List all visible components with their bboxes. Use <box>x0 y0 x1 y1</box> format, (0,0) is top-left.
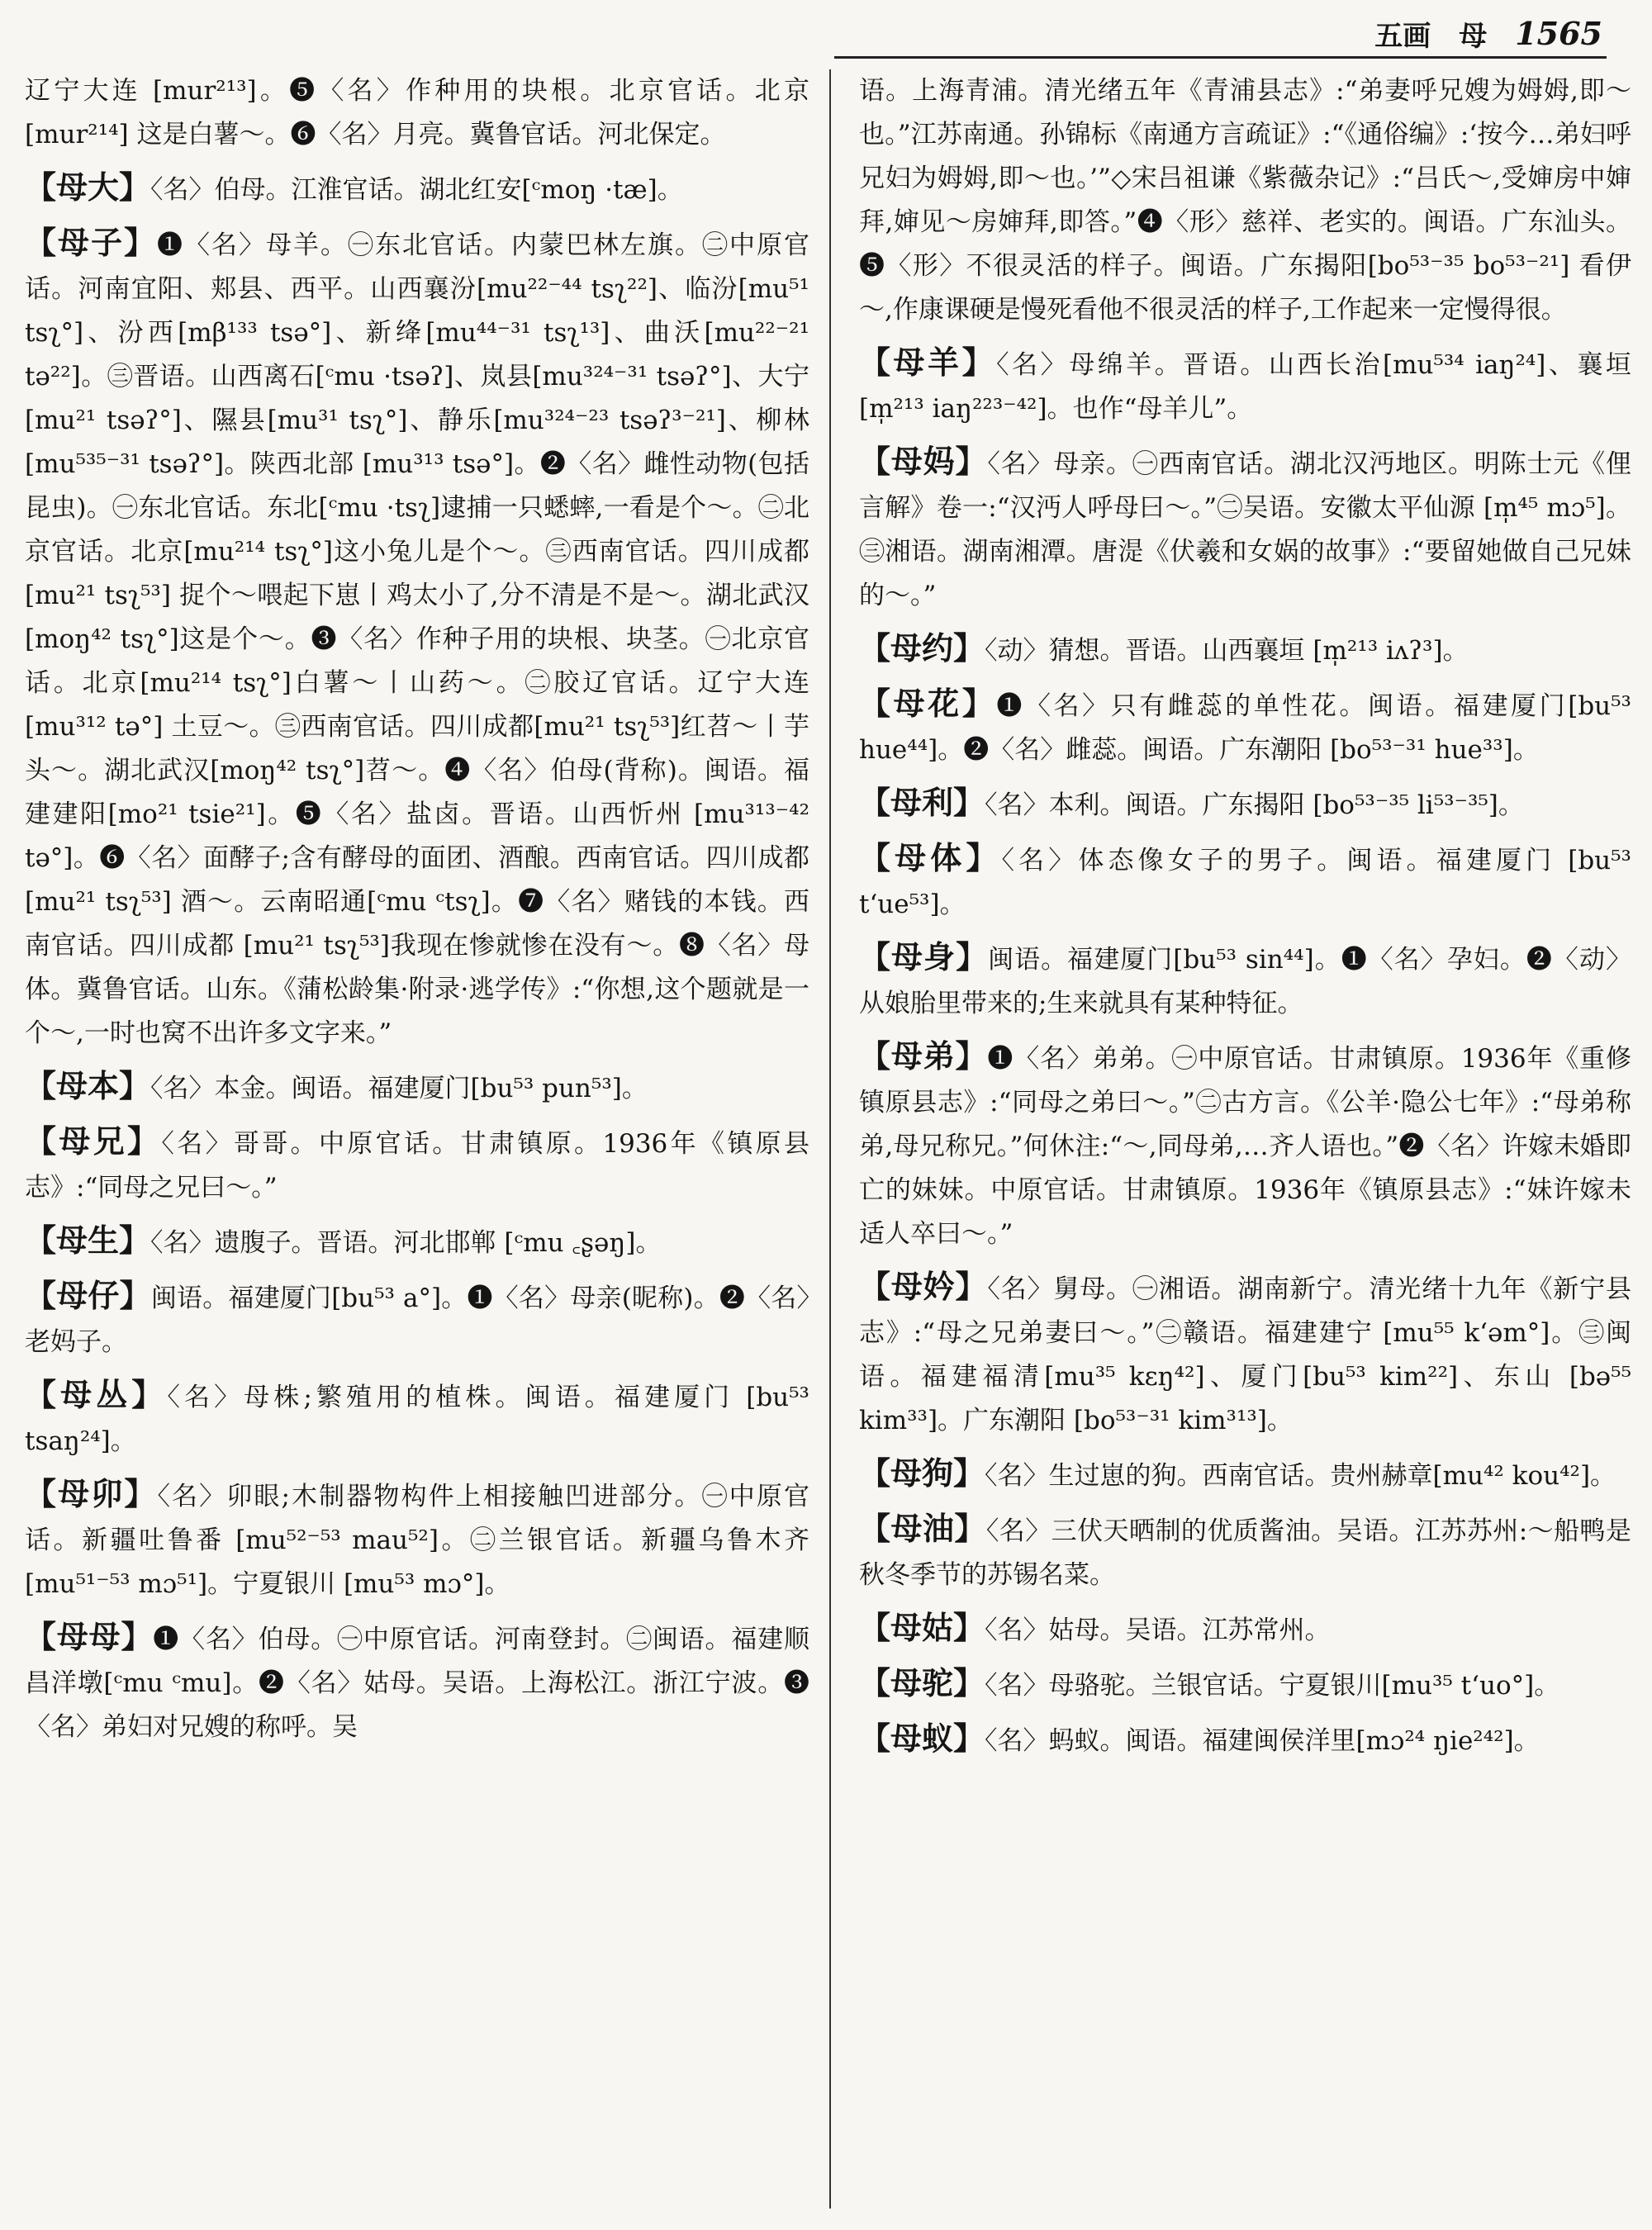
entry-definition: 〈名〉蚂蚁。闽语。福建闽侯洋里[mɔ²⁴ ŋie²⁴²]。 <box>985 1726 1540 1756</box>
page-header <box>1305 12 1602 55</box>
column-divider <box>829 69 831 2209</box>
dictionary-entry <box>25 1218 809 1265</box>
entry-headword: 【母仔】 <box>25 1277 151 1314</box>
continued-text: 辽宁大连 [mur²¹³]。❺〈名〉作种用的块根。北京官话。北京 [mur²¹⁴] 这是白薯～。❻〈名〉月亮。冀鲁官话。河北保定。 <box>25 76 809 149</box>
entry-definition: 〈动〉猜想。晋语。山西襄垣 [m̩²¹³ iʌʔ³]。 <box>985 636 1469 666</box>
entry-headword: 【母约】 <box>859 629 985 667</box>
entry-definition: 闽语。福建厦门[bu⁵³ a°]。❶〈名〉母亲(昵称)。❷〈名〉老妈子。 <box>25 1283 809 1357</box>
continued-text: 语。上海青浦。清光绪五年《青浦县志》:“弟妻呼兄嫂为姆姆,即～也。”江苏南通。孙锦标《南通方言疏证》:“《通俗编》:‘按今…弟妇呼兄妇为姆姆,即～也。’”◇宋吕祖谦《紫薇杂记》:“吕氏～,受婶房中婶拜,婶见～房婶拜,即答。”❹〈形〉慈祥、老实的。闽语。广东汕头。❺〈形〉不很灵活的样子。闽语。广东揭阳[bo⁵³⁻³⁵ bo⁵³⁻²¹] 看伊～,作康课硬是慢死看他不很灵活的样子,工作起来一定慢得很。 <box>859 76 1631 325</box>
entry-definition: 〈名〉本利。闽语。广东揭阳 [bo⁵³⁻³⁵ li⁵³⁻³⁵]。 <box>985 790 1524 820</box>
entry-definition: ❶〈名〉母羊。㊀东北官话。内蒙巴林左旗。㊁中原官话。河南宜阳、郏县、西平。山西襄汾[mu²²⁻⁴⁴ tsʅ²²]、临汾[mu⁵¹ tsʅ°]、汾西[mβ¹³³ tsə°]、新绛[mu⁴⁴⁻³¹ tsʅ¹³]、曲沃[mu²²⁻²¹ tə²²]。㊂晋语。山西离石[ᶜmu ·tsəʔ]、岚县[mu³²⁴⁻³¹ tsəʔ°]、大宁[mu²¹ tsəʔ°]、隰县[mu³¹ tsʅ°]、静乐[mu³²⁴⁻²³ tsəʔ³⁻²¹]、柳林[mu⁵³⁵⁻³¹ tsəʔ°]。陕西北部 [mu³¹³ tsə°]。❷〈名〉雌性动物(包括昆虫)。㊀东北官话。东北[ᶜmu ·tsʅ]逮捕一只蟋蟀,一看是个～。㊁北京官话。北京[mu²¹⁴ tsʅ°]这小兔儿是个～。㊂西南官话。四川成都[mu²¹ tsʅ⁵³] 捉个～喂起下崽丨鸡太小了,分不清是不是～。湖北武汉[moŋ⁴² tsʅ°]这是个～。❸〈名〉作种子用的块根、块茎。㊀北京官话。北京[mu²¹⁴ tsʅ°]白薯～丨山药～。㊁胶辽官话。辽宁大连 [mu³¹² tə°] 土豆～。㊂西南官话。四川成都[mu²¹ tsʅ⁵³]红苕～丨芋头～。湖北武汉[moŋ⁴² tsʅ°]苕～。❹〈名〉伯母(背称)。闽语。福建建阳[mo²¹ tsie²¹]。❺〈名〉盐卤。晋语。山西忻州 [mu³¹³⁻⁴² tə°]。❻〈名〉面酵子;含有酵母的面团、酒酿。西南官话。四川成都[mu²¹ tsʅ⁵³] 酒～。云南昭通[ᶜmu ᶜtsʅ]。❼〈名〉赌钱的本钱。西南官话。四川成都 [mu²¹ tsʅ⁵³]我现在惨就惨在没有～。❽〈名〉母体。冀鲁官话。山东。《蒲松龄集·附录·逃学传》:“你想,这个题就是一个～,一时也窝不出许多文字来。” <box>25 230 809 1048</box>
entry-headword: 【母大】 <box>25 168 151 206</box>
dictionary-entry <box>859 681 1631 772</box>
dictionary-entry <box>859 935 1631 1026</box>
entry-definition: ❶〈名〉弟弟。㊀中原官话。甘肃镇原。1936年《重修镇原县志》:“同母之弟曰～。”㊁古方言。《公羊·隐公七年》:“母弟称弟,母兄称兄。”何休注:“～,同母弟,…齐人语也。”❷〈名〉许嫁未婚即亡的妹妹。中原官话。甘肃镇原。1936年《镇原县志》:“妹许嫁未适人卒曰～。” <box>859 1044 1631 1249</box>
entry-definition: 〈名〉伯母。江淮官话。湖北红安[ᶜmoŋ ·tæ]。 <box>150 175 683 205</box>
dictionary-entry <box>859 1506 1631 1597</box>
entry-definition: 〈名〉哥哥。中原官话。甘肃镇原。1936年《镇原县志》:“同母之兄曰～。” <box>25 1129 809 1203</box>
entry-definition: 〈名〉舅母。㊀湘语。湖南新宁。清光绪十九年《新宁县志》:“母之兄弟妻曰～。”㊁赣语。福建建宁 [mu⁵⁵ kʻəm°]。㊂闽语。福建福清[mu³⁵ kɛŋ⁴²]、厦门[bu⁵³ kim²²]、东山 [bə⁵⁵ kim³³]。广东潮阳 [bo⁵³⁻³¹ kim³¹³]。 <box>859 1274 1631 1435</box>
entry-definition: 〈名〉遗腹子。晋语。河北邯郸 [ᶜmu ꜀ʂəŋ]。 <box>150 1228 662 1258</box>
dictionary-entry <box>859 1451 1631 1498</box>
dictionary-entry <box>859 1034 1631 1256</box>
entry-headword: 【母弟】 <box>859 1037 988 1075</box>
dictionary-entry <box>25 1274 809 1364</box>
entry-headword: 【母驼】 <box>859 1664 985 1701</box>
dictionary-entry <box>859 780 1631 828</box>
entry-headword: 【母姑】 <box>859 1609 985 1646</box>
right-column <box>859 69 1631 2209</box>
dictionary-entry <box>25 165 809 212</box>
dictionary-entry <box>859 626 1631 673</box>
entry-headword: 【母兄】 <box>25 1122 162 1160</box>
section-label: 五画 <box>1374 19 1431 53</box>
dictionary-entry <box>859 836 1631 927</box>
entry-headword: 【母母】 <box>25 1618 154 1655</box>
entry-definition: 〈名〉本金。闽语。福建厦门[bu⁵³ pun⁵³]。 <box>150 1074 648 1103</box>
dictionary-entry <box>25 1615 809 1749</box>
dictionary-entry <box>25 1472 809 1606</box>
entry-headword: 【母妈】 <box>859 443 988 480</box>
dictionary-entry <box>859 1606 1631 1653</box>
dictionary-entry <box>25 1119 809 1210</box>
dictionary-entry <box>25 1373 809 1464</box>
dictionary-entry <box>859 1716 1631 1763</box>
entry-definition: 〈名〉三伏天晒制的优质酱油。吴语。江苏苏州:～船鸭是秋冬季节的苏锡名菜。 <box>859 1516 1631 1590</box>
left-column <box>25 69 809 2209</box>
entry-headword: 【母利】 <box>859 784 985 821</box>
entry-headword: 【母体】 <box>859 839 1002 876</box>
entry-headword: 【母妗】 <box>859 1268 988 1305</box>
dictionary-entry <box>859 340 1631 431</box>
entry-headword: 【母丛】 <box>25 1376 168 1413</box>
entry-definition: 〈名〉母亲。㊀西南官话。湖北汉沔地区。明陈士元《俚言解》卷一:“汉沔人呼母曰～。”㊁吴语。安徽太平仙源 [m̩⁴⁵ mɔ⁵]。㊂湘语。湖南湘潭。唐湜《伏羲和女娲的故事》:“要留她做自己兄妹的～。” <box>859 449 1631 610</box>
entry-definition: 〈名〉母株;繁殖用的植株。闽语。福建厦门 [bu⁵³ tsaŋ²⁴]。 <box>25 1383 809 1456</box>
entry-definition: 〈名〉姑母。吴语。江苏常州。 <box>985 1616 1331 1645</box>
entry-definition: 闽语。福建厦门[bu⁵³ sin⁴⁴]。❶〈名〉孕妇。❷〈动〉从娘胎里带来的;生来就具有某种特征。 <box>859 945 1631 1018</box>
entry-headword: 【母生】 <box>25 1222 151 1259</box>
entry-headword: 【母子】 <box>25 224 157 261</box>
entry-definition: 〈名〉母绵羊。晋语。山西长治[mu⁵³⁴ iaŋ²⁴]、襄垣[m̩²¹³ iaŋ²²³⁻⁴²]。也作“母羊儿”。 <box>859 350 1631 424</box>
entry-definition: 〈名〉体态像女子的男子。闽语。福建厦门 [bu⁵³ tʻue⁵³]。 <box>859 846 1631 919</box>
header-rule <box>834 56 1607 59</box>
entry-definition: 〈名〉生过崽的狗。西南官话。贵州赫章[mu⁴² kou⁴²]。 <box>985 1461 1616 1491</box>
dictionary-entry <box>859 1264 1631 1443</box>
entry-headword: 【母本】 <box>25 1067 151 1104</box>
entry-headword: 【母蚁】 <box>859 1720 985 1757</box>
entry-headword: 【母油】 <box>859 1510 986 1547</box>
entry-definition: ❶〈名〉伯母。㊀中原官话。河南登封。㊁闽语。福建顺昌洋墩[ᶜmu ᶜmu]。❷〈名〉姑母。吴语。上海松江。浙江宁波。❸〈名〉弟妇对兄嫂的称呼。吴 <box>25 1625 809 1742</box>
header-character: 母 <box>1459 19 1488 53</box>
entry-definition: ❶〈名〉只有雌蕊的单性花。闽语。福建厦门[bu⁵³ hue⁴⁴]。❷〈名〉雌蕊。闽语。广东潮阳 [bo⁵³⁻³¹ hue³³]。 <box>859 691 1631 765</box>
dictionary-entry <box>859 1661 1631 1708</box>
entry-headword: 【母羊】 <box>859 344 997 381</box>
entry-headword: 【母身】 <box>859 938 989 975</box>
dictionary-entry <box>25 221 809 1056</box>
entry-headword: 【母狗】 <box>859 1454 985 1492</box>
entry-headword: 【母卯】 <box>25 1475 158 1512</box>
page-number: 1565 <box>1515 14 1602 52</box>
entry-definition: 〈名〉卯眼;木制器物构件上相接触凹进部分。㊀中原官话。新疆吐鲁番 [mu⁵²⁻⁵³ mau⁵²]。㊁兰银官话。新疆乌鲁木齐 [mu⁵¹⁻⁵³ mɔ⁵¹]。宁夏银川 [mu⁵³ mɔ°]。 <box>25 1482 809 1599</box>
dictionary-entry <box>25 1064 809 1111</box>
dictionary-entry <box>859 439 1631 618</box>
entry-headword: 【母花】 <box>859 685 997 722</box>
entry-definition: 〈名〉母骆驼。兰银官话。宁夏银川[mu³⁵ tʻuo°]。 <box>985 1671 1560 1701</box>
